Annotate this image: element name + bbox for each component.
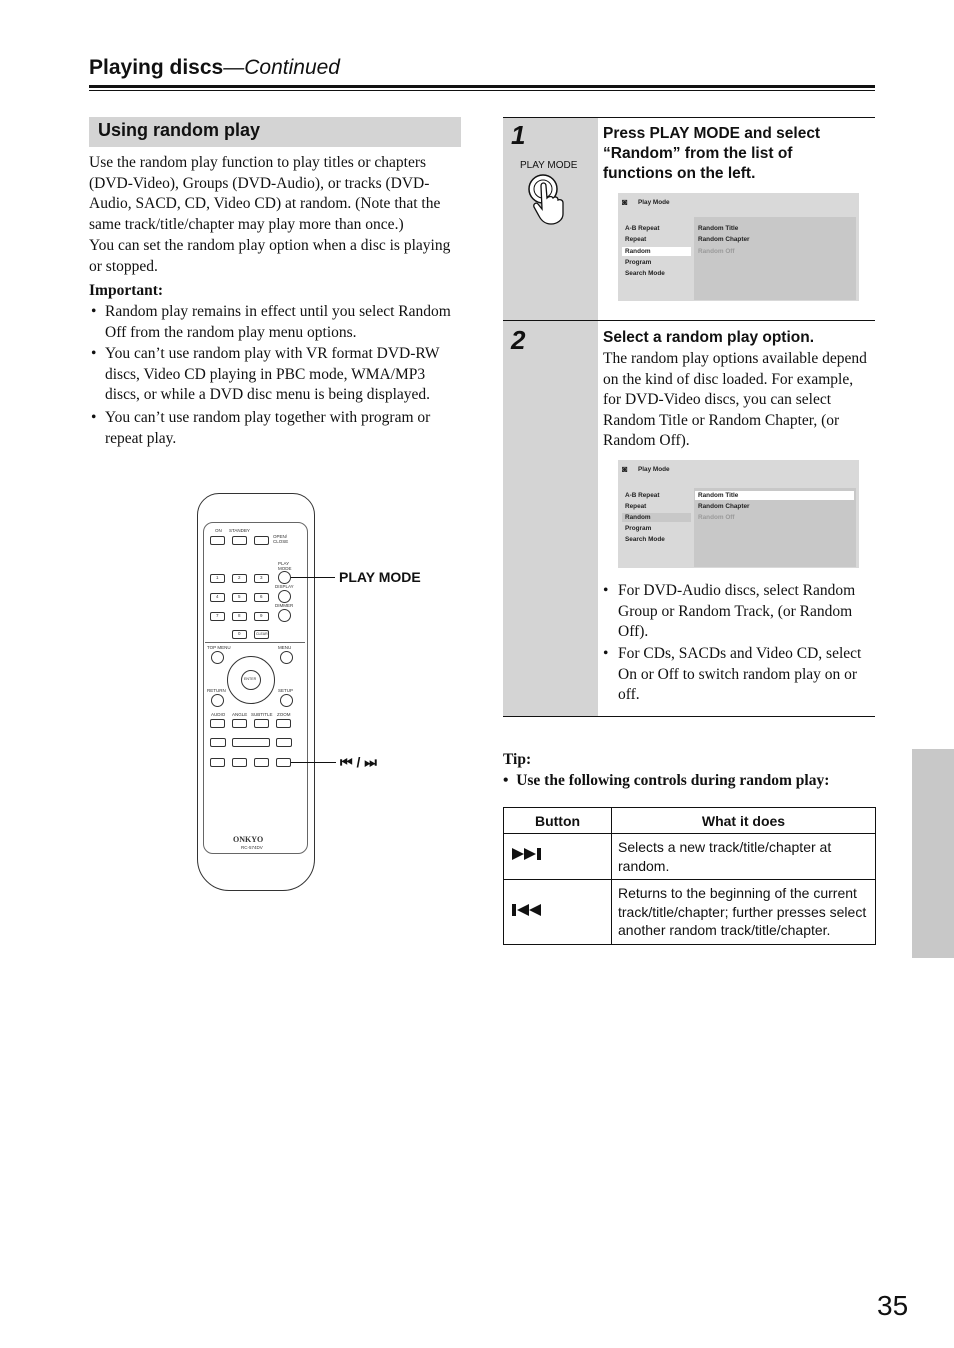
- remote-label: AUDIO: [211, 712, 226, 717]
- osd-screen-step-1: [618, 193, 859, 301]
- remote-rewind-button: [254, 758, 269, 767]
- remote-brand-logo: ONKYO: [233, 835, 264, 844]
- osd-screen-step-2: [618, 460, 859, 568]
- remote-number-key: 4: [210, 593, 225, 602]
- callout-play-mode-label: PLAY MODE: [339, 569, 421, 585]
- tip-text: • Use the following controls during random play:: [503, 772, 830, 789]
- osd-menu-item: Random: [625, 514, 651, 521]
- step-1-panel: [503, 118, 598, 320]
- remote-next-button: [232, 758, 247, 767]
- remote-menu-button: [280, 651, 293, 664]
- remote-number-key: 6: [254, 593, 269, 602]
- step-2-bullet: • For CDs, SACDs and Video CD, select On or Off to switch random play on or off.: [603, 645, 862, 704]
- remote-number-key: 7: [210, 612, 225, 621]
- remote-open-close-button: [254, 536, 269, 545]
- remote-standby-button: [232, 536, 247, 545]
- step-2-body: The random play options available depend on the kind of disc loaded. For example, for DVD-Video discs, you can select Random Title or Random Chapter, (or Random Off).: [603, 350, 867, 450]
- osd-option: Random Chapter: [698, 503, 750, 510]
- osd-menu-item: Repeat: [625, 503, 647, 510]
- pressing-finger-icon: [525, 172, 587, 228]
- osd-menu-item: Search Mode: [625, 536, 665, 543]
- page-header-title: Playing discs—Continued: [89, 56, 340, 79]
- header-rule: [89, 85, 875, 88]
- controls-table: [503, 807, 876, 945]
- remote-number-key: 8: [232, 612, 247, 621]
- remote-number-key: 0: [232, 630, 247, 639]
- remote-play-mode-button: [278, 571, 291, 584]
- remote-angle-button: [232, 719, 247, 728]
- osd-title: Play Mode: [638, 466, 670, 473]
- table-row: [504, 834, 876, 880]
- remote-label: MENU: [278, 645, 292, 650]
- remote-dimmer-button: [278, 609, 291, 622]
- important-bullet: • You can’t use random play with VR format DVD-RW discs, Video CD playing in PBC mode, WMA/MP3 discs, or while a DVD disc menu is being displayed.: [91, 345, 440, 404]
- osd-option: Random Off: [698, 514, 735, 521]
- intro-paragraph-2: You can set the random play option when a disc is playing or stopped.: [89, 237, 451, 275]
- osd-title: Play Mode: [638, 199, 670, 206]
- page-number: 35: [877, 1290, 909, 1321]
- intro-paragraph: Use the random play function to play titles or chapters (DVD-Video), Groups (DVD-Audio), or tracks (DVD-Audio, SACD, CD, Video CD) at random. (Note that the same track/title/chapter may play more than once.): [89, 154, 441, 233]
- osd-menu-item: Random: [625, 248, 651, 255]
- remote-number-key: 3: [254, 574, 269, 583]
- remote-forward-button: [276, 758, 291, 767]
- osd-option: Random Title: [698, 225, 739, 232]
- osd-menu-item: A-B Repeat: [625, 225, 660, 232]
- osd-menu-item: A-B Repeat: [625, 492, 660, 499]
- remote-label: RETURN: [207, 688, 226, 693]
- remote-model-label: RC-574DV: [241, 845, 263, 850]
- remote-clear-button: CLEAR: [254, 630, 269, 639]
- side-thumb-tab: [912, 749, 954, 958]
- remote-label: STANDBY: [229, 528, 250, 533]
- remote-divider: [205, 642, 305, 643]
- important-bullet: • Random play remains in effect until you select Random Off from the random play menu options.: [91, 303, 451, 341]
- table-cell-description: Selects a new track/title/chapter at random.: [612, 834, 876, 880]
- step-number: 1: [511, 120, 526, 150]
- callout-line: [291, 577, 335, 578]
- remote-number-key: 5: [232, 593, 247, 602]
- step-2-bullet: • For DVD-Audio discs, select Random Group or Random Track, (or Random Off).: [603, 582, 856, 641]
- remote-number-key: 9: [254, 612, 269, 621]
- step-2-panel: [503, 321, 598, 716]
- step-2-heading: Select a random play option.: [603, 329, 815, 346]
- remote-top-menu-button: [211, 651, 224, 664]
- important-bullet: • You can’t use random play together with program or repeat play.: [91, 409, 431, 447]
- remote-label: ON: [215, 528, 222, 533]
- remote-number-key: 1: [210, 574, 225, 583]
- remote-label: SETUP: [278, 688, 294, 693]
- remote-zoom-button: [276, 719, 291, 728]
- disc-icon: ◙: [622, 197, 628, 207]
- table-header: What it does: [612, 808, 876, 834]
- remote-display-button: [278, 590, 291, 603]
- important-label: Important:: [89, 282, 164, 299]
- previous-track-icon: [512, 903, 546, 917]
- table-cell-icon: [504, 834, 612, 880]
- remote-label: TOP MENU: [207, 645, 231, 650]
- osd-menu-item: Repeat: [625, 236, 647, 243]
- remote-prev-button: [210, 758, 225, 767]
- remote-enter-button: ENTER: [241, 670, 261, 690]
- header-rule-thin: [89, 90, 875, 91]
- osd-option: Random Chapter: [698, 236, 750, 243]
- remote-pause-button: [276, 738, 292, 747]
- remote-label: DISPLAY: [275, 584, 294, 589]
- table-header-row: [504, 808, 876, 834]
- callout-skip-label: ⏮ / ⏭: [340, 754, 377, 770]
- remote-play-button: [232, 738, 270, 747]
- remote-label: SUBTITLE: [251, 712, 273, 717]
- osd-menu-item: Search Mode: [625, 270, 665, 277]
- osd-option: Random Title: [698, 492, 739, 499]
- table-row: [504, 880, 876, 945]
- remote-return-button: [211, 694, 224, 707]
- remote-on-button: [210, 536, 225, 545]
- table-header: Button: [504, 808, 612, 834]
- disc-icon: ◙: [622, 464, 628, 474]
- remote-label: DIMMER: [275, 603, 294, 608]
- next-track-icon: [512, 847, 546, 861]
- play-mode-button-label: PLAY MODE: [520, 160, 578, 171]
- remote-setup-button: [280, 694, 293, 707]
- osd-menu-item: Program: [625, 259, 652, 266]
- remote-audio-button: [210, 719, 225, 728]
- table-cell-description: Returns to the beginning of the current track/title/chapter; further presses select another random track/title/chapter.: [612, 880, 876, 945]
- osd-menu-item: Program: [625, 525, 652, 532]
- step-1-heading: Press PLAY MODE and select “Random” from the list of functions on the left.: [603, 125, 821, 182]
- remote-subtitle-button: [254, 719, 269, 728]
- remote-number-key: 2: [232, 574, 247, 583]
- tip-label: Tip:: [503, 751, 532, 768]
- remote-label: OPEN/ CLOSE: [273, 534, 289, 544]
- callout-line: [291, 762, 336, 763]
- step-number: 2: [511, 325, 526, 355]
- osd-option: Random Off: [698, 248, 735, 255]
- step-divider: [503, 716, 875, 717]
- section-heading: Using random play: [89, 117, 461, 147]
- table-cell-icon: [504, 880, 612, 945]
- remote-label: ANGLE: [232, 712, 248, 717]
- remote-stop-button: [210, 738, 226, 747]
- remote-label: PLAY MODE: [278, 561, 292, 571]
- remote-label: ZOOM: [277, 712, 291, 717]
